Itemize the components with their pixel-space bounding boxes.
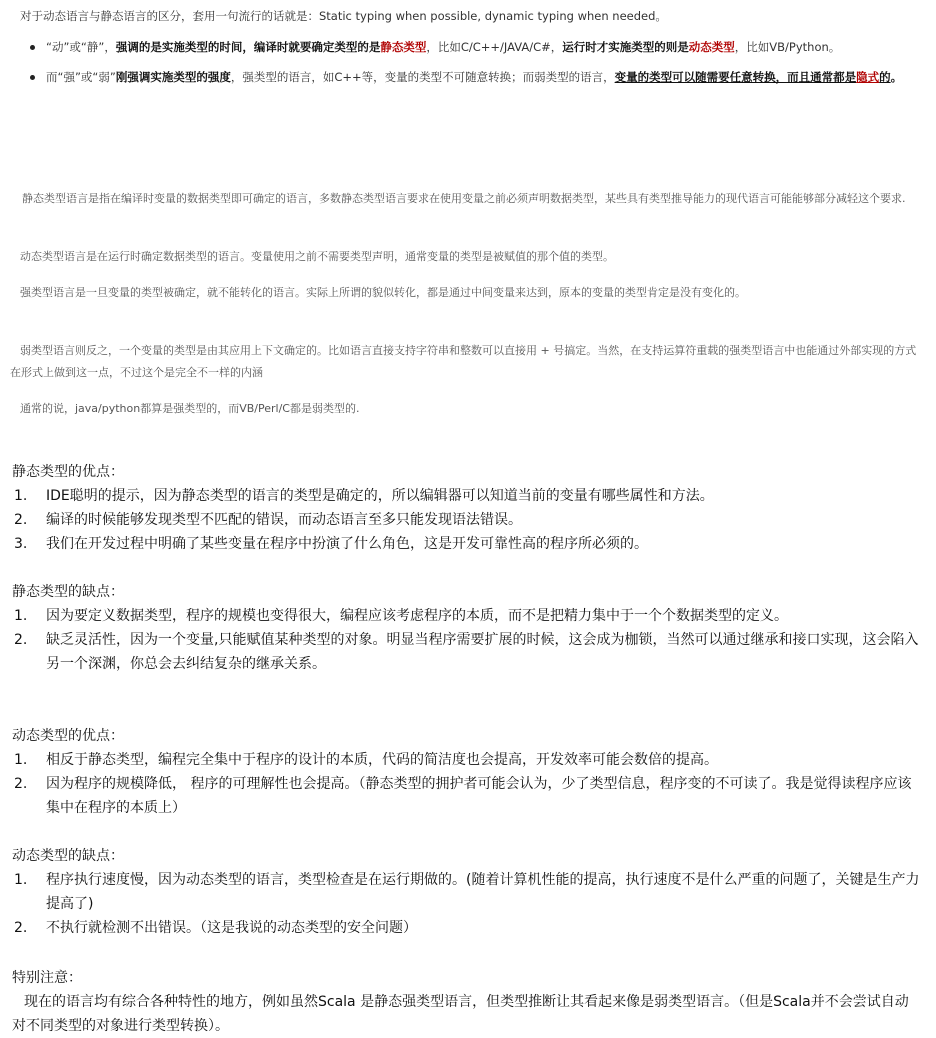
numbered-list [12,868,920,940]
section-static-pros [12,460,920,556]
section-heading: 静态类型的优点： [12,464,124,480]
list-item: 2. 编译的时候能够发现类型不匹配的错误，而动态语言至多只能发现语法错误。 [14,512,522,528]
intro-line: 对于动态语言与静态语言的区分，套用一句流行的话就是：Static typing when possible, dynamic typing when needed。 [20,9,667,23]
note-text: 现在的语言均有综合各种特性的地方，例如虽然Scala 是静态强类型语言，但类型推断让其看起来像是弱类型语言。（但是Scala并不会尝试自动对不同类型的对象进行类型转换）。 [12,994,909,1034]
section-dynamic-pros [12,724,920,820]
list-item: 3. 我们在开发过程中明确了某些变量在程序中扮演了什么角色，这是开发可靠性高的程序所必须的。 [14,536,648,552]
note-heading: 特别注意： [12,970,82,986]
bullet-strong-weak: 而“强”或“弱”刚强调实施类型的强度，强类型的语言，如C++等，变量的类型不可随意转换；而弱类型的语言，变量的类型可以随需要任意转换，而且通常都是隐式的。 [26,66,922,88]
numbered-list [12,484,920,556]
list-item: 2. 缺乏灵活性，因为一个变量,只能赋值某种类型的对象。明显当程序需要扩展的时候，这会成为枷锁，当然可以通过继承和接口实现，这会陷入另一个深渊，你总会去纠结复杂的继承关系。 [14,632,919,672]
bullet-list [26,36,922,96]
list-item: 1. IDE聪明的提示，因为静态类型的语言的类型是确定的，所以编辑器可以知道当前的变量有哪些属性和方法。 [14,488,714,504]
numbered-list [12,748,920,820]
section-static-cons [12,580,920,676]
list-item: 2. 因为程序的规模降低， 程序的可理解性也会提高。（静态类型的拥护者可能会认为，少了类型信息，程序变的不可读了。我是觉得读程序应该集中在程序的本质上） [14,776,912,816]
list-item: 2. 不执行就检测不出错误。（这是我说的动态类型的安全问题） [14,920,417,936]
section-heading: 静态类型的缺点： [12,584,124,600]
bullet-static-dynamic: “动”或“静”，强调的是实施类型的时间，编译时就要确定类型的是静态类型，比如C/C++/JAVA/C#，运行时才实施类型的则是动态类型，比如VB/Python。 [26,36,922,58]
paragraph-static-def: 静态类型语言是指在编译时变量的数据类型即可确定的语言，多数静态类型语言要求在使用变量之前必须声明数据类型，某些具有类型推导能力的现代语言可能能够部分减轻这个要求. [22,192,906,205]
section-dynamic-cons [12,844,920,940]
paragraph-weak-def: 弱类型语言则反之，一个变量的类型是由其应用上下文确定的。比如语言直接支持字符串和整数可以直接用 + 号搞定。当然，在支持运算符重载的强类型语言中也能通过外部实现的方式在形式上做到这一点，不过这个是完全不一样的内涵 [10,344,917,379]
section-heading: 动态类型的优点： [12,728,124,744]
paragraph-strong-def: 强类型语言是一旦变量的类型被确定，就不能转化的语言。实际上所谓的貌似转化，都是通过中间变量来达到，原本的变量的类型肯定是没有变化的。 [20,286,746,299]
numbered-list [12,604,920,676]
list-item: 1. 因为要定义数据类型，程序的规模也变得很大，编程应该考虑程序的本质，而不是把精力集中于一个个数据类型的定义。 [14,608,788,624]
list-item: 1. 相反于静态类型，编程完全集中于程序的设计的本质，代码的简洁度也会提高，开发效率可能会数倍的提高。 [14,752,718,768]
section-heading: 动态类型的缺点： [12,848,124,864]
paragraph-summary: 通常的说，java/python都算是强类型的，而VB/Perl/C都是弱类型的. [20,402,360,415]
list-item: 1. 程序执行速度慢，因为动态类型的语言，类型检查是在运行期做的。(随着计算机性能的提高，执行速度不是什么严重的问题了，关键是生产力提高了) [14,872,920,912]
paragraph-dynamic-def: 动态类型语言是在运行时确定数据类型的语言。变量使用之前不需要类型声明，通常变量的类型是被赋值的那个值的类型。 [20,250,614,263]
special-note [12,966,912,1038]
